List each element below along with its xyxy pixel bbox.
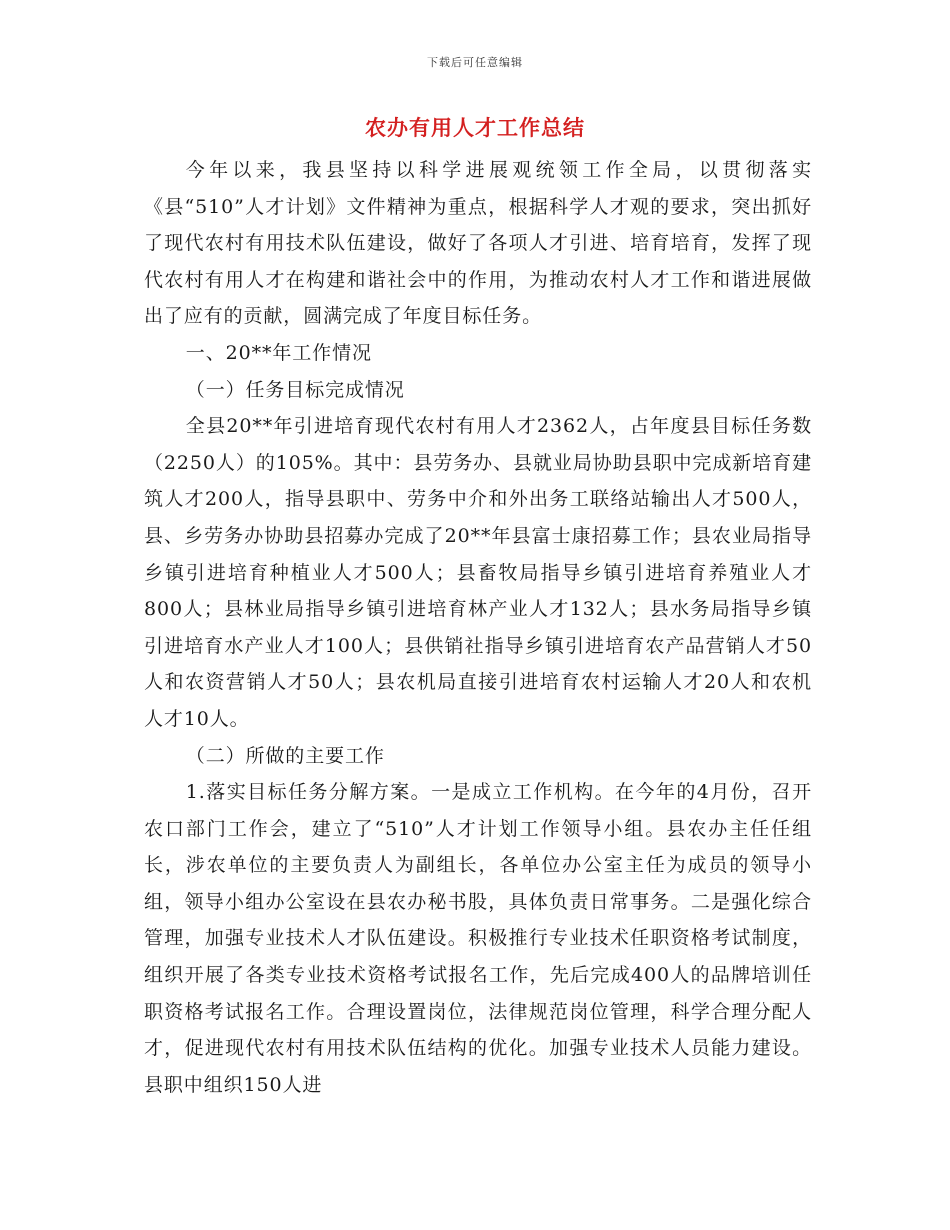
paragraph-targets: 全县20**年引进培育现代农村有用人才2362人，占年度县目标任务数（2250人）的105%。其中：县劳务办、县就业局协助县职中完成新培育建筑人才200人，指导县职中、劳务中介和外出务工联络站输出人才500人，县、乡劳务办协助县招募办完成了20**年县富士康招募工作；县农业局指导乡镇引进培育种植业人才500人；县畜牧局指导乡镇引进培育养殖业人才800人；县林业局指导乡镇引进培育林产业人才132人；县水务局指导乡镇引进培育水产业人才100人；县供销社指导乡镇引进培育农产品营销人才50人和农资营销人才50人；县农机局直接引进培育农村运输人才20人和农机人才10人。	[144, 415, 812, 730]
document-body	[144, 152, 812, 1103]
paragraph-intro: 今年以来，我县坚持以科学进展观统领工作全局，以贯彻落实《县“510”人才计划》文件精神为重点，根据科学人才观的要求，突出抓好了现代农村有用技术队伍建设，做好了各项人才引进、培育培育，发挥了现代农村有用人才在构建和谐社会中的作用，为推动农村人才工作和谐进展做出了应有的贡献，圆满完成了年度目标任务。	[144, 159, 812, 328]
paragraph-work-1: 1.落实目标任务分解方案。一是成立工作机构。在今年的4月份，召开农口部门工作会，建立了“510”人才计划工作领导小组。县农办主任任组长，涉农单位的主要负责人为副组长，各单位办公室主任为成员的领导小组，领导小组办公室设在县农办秘书股，具体负责日常事务。二是强化综合管理，加强专业技术人才队伍建设。积极推行专业技术任职资格考试制度，组织开展了各类专业技术资格考试报名工作，先后完成400人的品牌培训任职资格考试报名工作。合理设置岗位，法律规范岗位管理，科学合理分配人才，促进现代农村有用技术队伍结构的优化。加强专业技术人员能力建设。县职中组织150人进	[144, 781, 812, 1096]
subsection-heading-2: （二）所做的主要工作	[185, 744, 385, 767]
header-note: 下载后可任意编辑	[427, 56, 523, 69]
subsection-heading-1: （一）任务目标完成情况	[185, 378, 405, 401]
document-title: 农办有用人才工作总结	[365, 115, 585, 140]
section-heading-1: 一、20**年工作情况	[185, 341, 372, 364]
